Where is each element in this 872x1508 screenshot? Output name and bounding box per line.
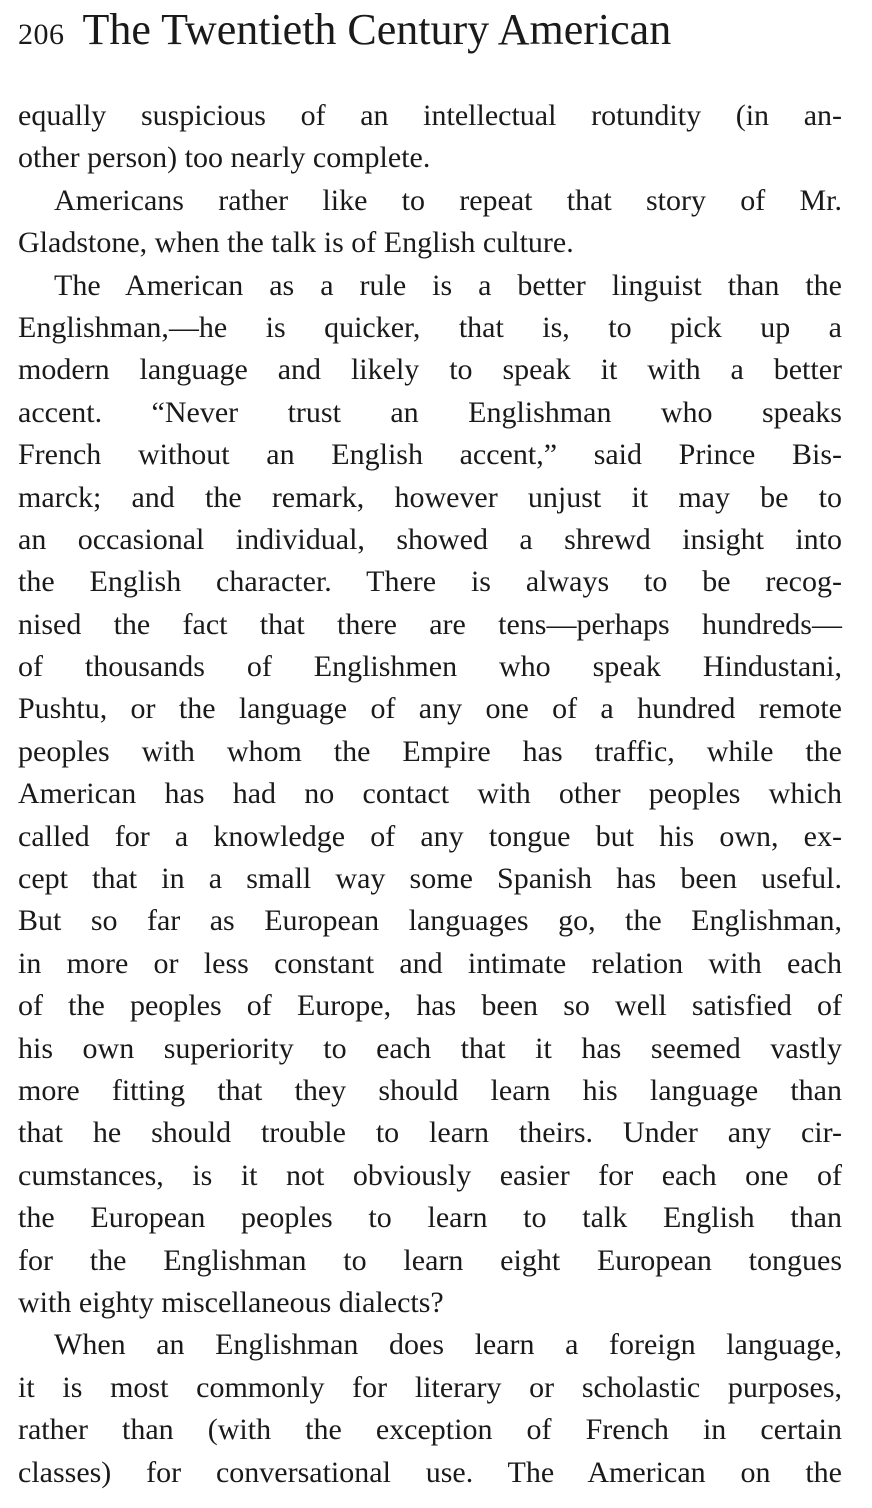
- text-line: When an Englishman does learn a foreign language,: [54, 1328, 842, 1362]
- text-line: French without an English accent,” said Prince Bis-: [18, 438, 842, 472]
- text-line: American has had no contact with other peoples which: [18, 777, 842, 811]
- text-line: an occasional individual, showed a shrewd insight into: [18, 522, 842, 556]
- text-line: the European peoples to learn to talk English than: [18, 1201, 842, 1235]
- text-line: equally suspicious of an intellectual rotundity (in an-: [18, 99, 842, 132]
- text-line: his own superiority to each that it has seemed vastly: [18, 1031, 842, 1065]
- text-line: called for a knowledge of any tongue but his own, ex-: [18, 819, 842, 853]
- text-line: But so far as European languages go, the Englishman,: [18, 904, 842, 938]
- text-line: accent. “Never trust an Englishman who speaks: [18, 395, 842, 429]
- body-text: [18, 95, 842, 1494]
- text-line: modern language and likely to speak it with a better: [18, 353, 842, 387]
- text-line: it is most commonly for literary or scholastic purposes,: [18, 1370, 842, 1404]
- text-line: more fitting that they should learn his language than: [18, 1073, 842, 1107]
- text-line: of the peoples of Europe, has been so well satisfied of: [18, 989, 842, 1023]
- running-header: [18, 4, 848, 56]
- text-line: that he should trouble to learn theirs. Under any cir-: [18, 1116, 842, 1150]
- page-number: 206: [18, 18, 65, 51]
- text-line: the English character. There is always to be recog-: [18, 565, 842, 599]
- text-line: Englishman,—he is quicker, that is, to pick up a: [18, 310, 842, 344]
- running-title: The Twentieth Century American: [82, 5, 672, 54]
- text-line: cumstances, is it not obviously easier for each one of: [18, 1158, 842, 1192]
- text-line: Americans rather like to repeat that story of Mr.: [54, 183, 842, 217]
- text-line: Gladstone, when the talk is of English culture.: [18, 226, 574, 260]
- text-line: other person) too nearly complete.: [18, 141, 431, 175]
- text-line: The American as a rule is a better linguist than the: [54, 268, 842, 302]
- text-line: cept that in a small way some Spanish has been useful.: [18, 862, 842, 896]
- text-line: of thousands of Englishmen who speak Hindustani,: [18, 650, 842, 684]
- text-line: rather than (with the exception of French in certain: [18, 1413, 842, 1447]
- text-line: with eighty miscellaneous dialects?: [18, 1285, 444, 1319]
- text-line: in more or less constant and intimate relation with each: [18, 946, 842, 980]
- text-line: for the Englishman to learn eight European tongues: [18, 1243, 842, 1277]
- text-line: nised the fact that there are tens—perhaps hundreds—: [18, 607, 842, 641]
- text-line: marck; and the remark, however unjust it may be to: [18, 480, 842, 514]
- text-line: peoples with whom the Empire has traffic, while the: [18, 734, 842, 768]
- text-line: classes) for conversational use. The American on the: [18, 1455, 842, 1489]
- text-line: Pushtu, or the language of any one of a hundred remote: [18, 692, 842, 726]
